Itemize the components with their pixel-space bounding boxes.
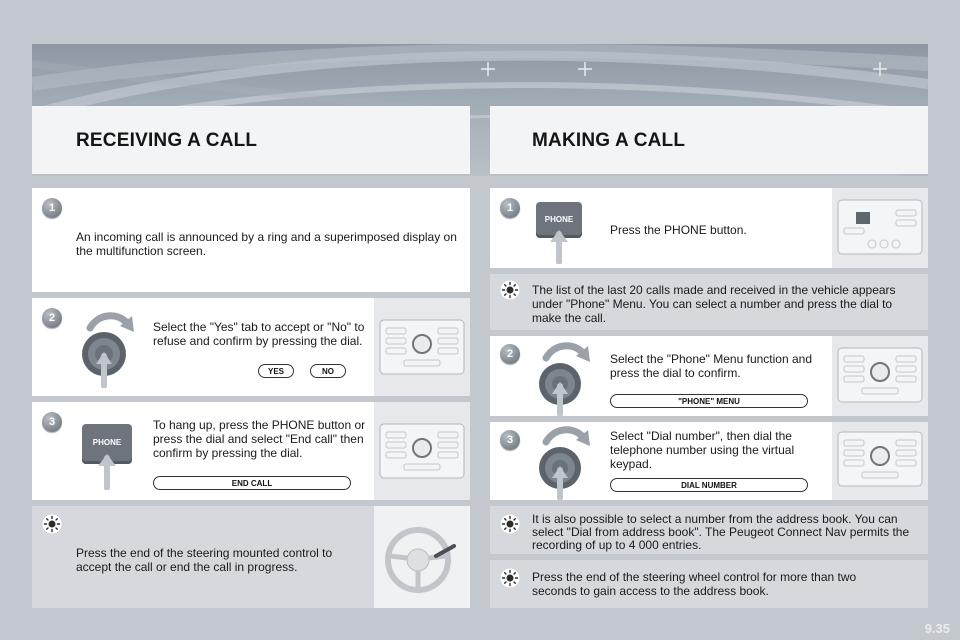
right-tip-3-text: Press the end of the steering wheel control for more than two seconds to gain access to the address book. (532, 570, 857, 598)
left-step-3-panel (32, 402, 470, 500)
right-step-1-panel (490, 188, 928, 268)
yes-tab-button[interactable]: YES (258, 364, 294, 378)
radio-unit-icon (832, 188, 928, 268)
phone-button-label: PHONE (92, 438, 122, 447)
making-call-title: MAKING A CALL (532, 130, 686, 151)
steering-wheel-thumbnail (374, 506, 470, 608)
right-step-3-text: Select "Dial number", then dial the telephone number using the virtual keypad. (610, 429, 795, 471)
step-number-icon: 1 (42, 198, 62, 218)
press-arrow-icon (92, 452, 122, 490)
step-number-icon: 3 (42, 412, 62, 432)
left-step-2-text: Select the "Yes" tab to accept or "No" to refuse and confirm by pressing the dial. (153, 320, 365, 348)
radio-unit-icon (832, 422, 928, 500)
right-step-2-panel (490, 336, 928, 416)
radio-unit-icon (374, 402, 470, 500)
step-number-icon: 3 (500, 430, 520, 450)
right-tip-1-panel (490, 274, 928, 330)
left-step-1-panel (32, 188, 470, 292)
right-tip-2-panel (490, 506, 928, 554)
left-step-3-text: To hang up, press the PHONE button or press the dial and select "End call" then confirm by pressing the dial. (153, 418, 366, 460)
phone-menu-button[interactable]: "PHONE" MENU (610, 394, 808, 408)
right-title-plate (490, 106, 928, 174)
left-step-2-panel (32, 298, 470, 396)
dial-rotate-icon (532, 338, 592, 416)
radio-unit-thumbnail (832, 336, 928, 416)
page-number: 9.35 (924, 621, 950, 636)
tip-sun-icon (500, 514, 520, 534)
tip-sun-icon (500, 568, 520, 588)
radio-unit-icon (832, 336, 928, 416)
dial-number-button[interactable]: DIAL NUMBER (610, 478, 808, 492)
right-step-3-panel (490, 422, 928, 500)
step-number-icon: 2 (42, 308, 62, 328)
radio-unit-icon (374, 298, 470, 396)
tip-sun-icon (42, 514, 62, 534)
phone-button-label: PHONE (544, 215, 574, 224)
right-tip-3-panel (490, 560, 928, 608)
radio-unit-thumbnail (832, 188, 928, 268)
left-tip-text: Press the end of the steering mounted control to accept the call or end the call in progress. (76, 546, 333, 574)
receiving-call-title: RECEIVING A CALL (76, 130, 258, 151)
left-tip-panel (32, 506, 470, 608)
steering-wheel-icon (374, 506, 470, 608)
no-tab-button[interactable]: NO (310, 364, 346, 378)
radio-unit-thumbnail (832, 422, 928, 500)
step-number-icon: 1 (500, 198, 520, 218)
dial-rotate-icon (532, 422, 592, 500)
tip-sun-icon (500, 280, 520, 300)
radio-unit-thumbnail (374, 298, 470, 396)
press-arrow-icon (546, 228, 572, 264)
dial-rotate-icon (76, 306, 136, 388)
step-number-icon: 2 (500, 344, 520, 364)
radio-unit-thumbnail (374, 402, 470, 500)
right-step-2-text: Select the "Phone" Menu function and press the dial to confirm. (610, 352, 812, 380)
right-tip-2-text: It is also possible to select a number from the address book. You can select "Dial from address book". The Peugeot Connect Nav permits the recording of up to 4 000 entries. (532, 512, 910, 552)
left-step-1-text: An incoming call is announced by a ring and a superimposed display on the multifunction screen. (76, 230, 457, 258)
right-tip-1-text: The list of the last 20 calls made and received in the vehicle appears under "Phone" Menu. You can select a number and press the dial to make the call. (532, 283, 896, 325)
end-call-button[interactable]: END CALL (153, 476, 351, 490)
right-step-1-text: Press the PHONE button. (610, 223, 747, 237)
left-title-plate (32, 106, 470, 174)
